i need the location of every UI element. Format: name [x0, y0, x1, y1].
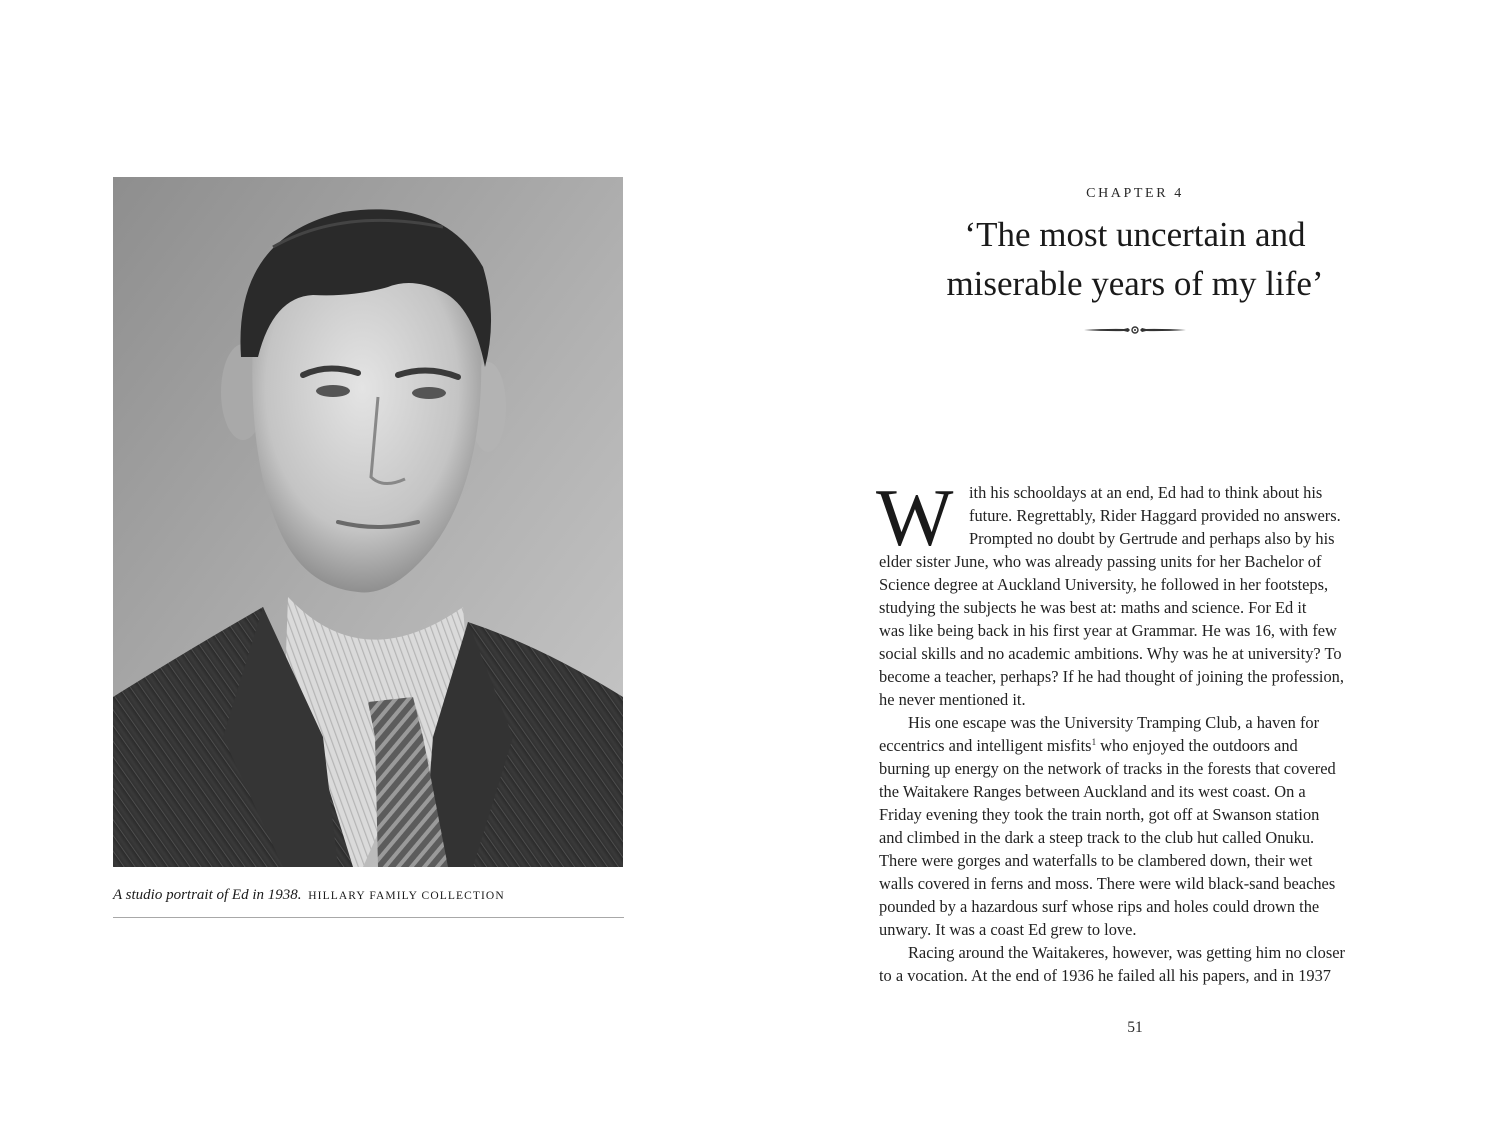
photo-caption: [113, 885, 623, 906]
chapter-body: [876, 472, 1391, 987]
text-line: Friday evening they took the train north, got off at Swanson station: [879, 805, 1320, 824]
text-line: [879, 734, 1391, 757]
text-fragment: who enjoyed the outdoors and: [1096, 736, 1298, 755]
text-line: burning up energy on the network of tracks in the forests that covered: [879, 759, 1336, 778]
text-line: unwary. It was a coast Ed grew to love.: [879, 920, 1137, 939]
caption-text: A studio portrait of Ed in 1938.: [113, 887, 302, 903]
text-line: and climbed in the dark a steep track to the club hut called Onuku.: [879, 828, 1315, 847]
text-line: the Waitakere Ranges between Auckland and its west coast. On a: [879, 782, 1306, 801]
text-line: Science degree at Auckland University, he followed in her footsteps,: [879, 575, 1329, 594]
text-line: Prompted no doubt by Gertrude and perhaps also by his: [969, 529, 1335, 548]
text-line: social skills and no academic ambitions. Why was he at university? To: [879, 644, 1342, 663]
chapter-title-line: miserable years of my life’: [946, 264, 1324, 303]
footnote-marker[interactable]: 1: [1091, 737, 1097, 747]
text-line: was like being back in his first year at Grammar. He was 16, with few: [879, 621, 1337, 640]
text-line: pounded by a hazardous surf whose rips and holes could drown the: [879, 897, 1320, 916]
text-line: studying the subjects he was best at: maths and science. For Ed it: [879, 598, 1307, 617]
drop-cap: W: [876, 472, 954, 563]
text-line: become a teacher, perhaps? If he had thought of joining the profession,: [879, 667, 1344, 686]
text-line: to a vocation. At the end of 1936 he failed all his papers, and in 1937: [879, 966, 1331, 985]
text-fragment: eccentrics and intelligent misfits: [879, 736, 1092, 755]
chapter-title-line: ‘The most uncertain and: [964, 215, 1306, 254]
text-line: elder sister June, who was already passing units for her Bachelor of: [879, 552, 1322, 571]
caption-credit: HILLARY FAMILY COLLECTION: [308, 890, 505, 902]
paragraph-2: [879, 711, 1391, 941]
portrait-photo: [113, 177, 623, 867]
portrait-photo-icon: [113, 177, 623, 867]
text-line: Racing around the Waitakeres, however, was getting him no closer: [908, 943, 1345, 962]
text-line: There were gorges and waterfalls to be clambered down, their wet: [879, 851, 1313, 870]
paragraph-3: [879, 941, 1391, 987]
chapter-label: CHAPTER 4: [1086, 186, 1184, 201]
chapter-title: [880, 210, 1390, 308]
flourish-divider-icon: [1084, 324, 1186, 336]
text-line: walls covered in ferns and moss. There were wild black-sand beaches: [879, 874, 1336, 893]
text-line: His one escape was the University Tramping Club, a haven for: [908, 713, 1320, 732]
paragraph-1: [879, 481, 1391, 711]
text-line: future. Regrettably, Rider Haggard provided no answers.: [969, 506, 1341, 525]
text-line: he never mentioned it.: [879, 690, 1026, 709]
caption-divider: [113, 917, 624, 918]
text-line: ith his schooldays at an end, Ed had to think about his: [969, 483, 1323, 502]
page-number: 51: [1127, 1019, 1143, 1036]
